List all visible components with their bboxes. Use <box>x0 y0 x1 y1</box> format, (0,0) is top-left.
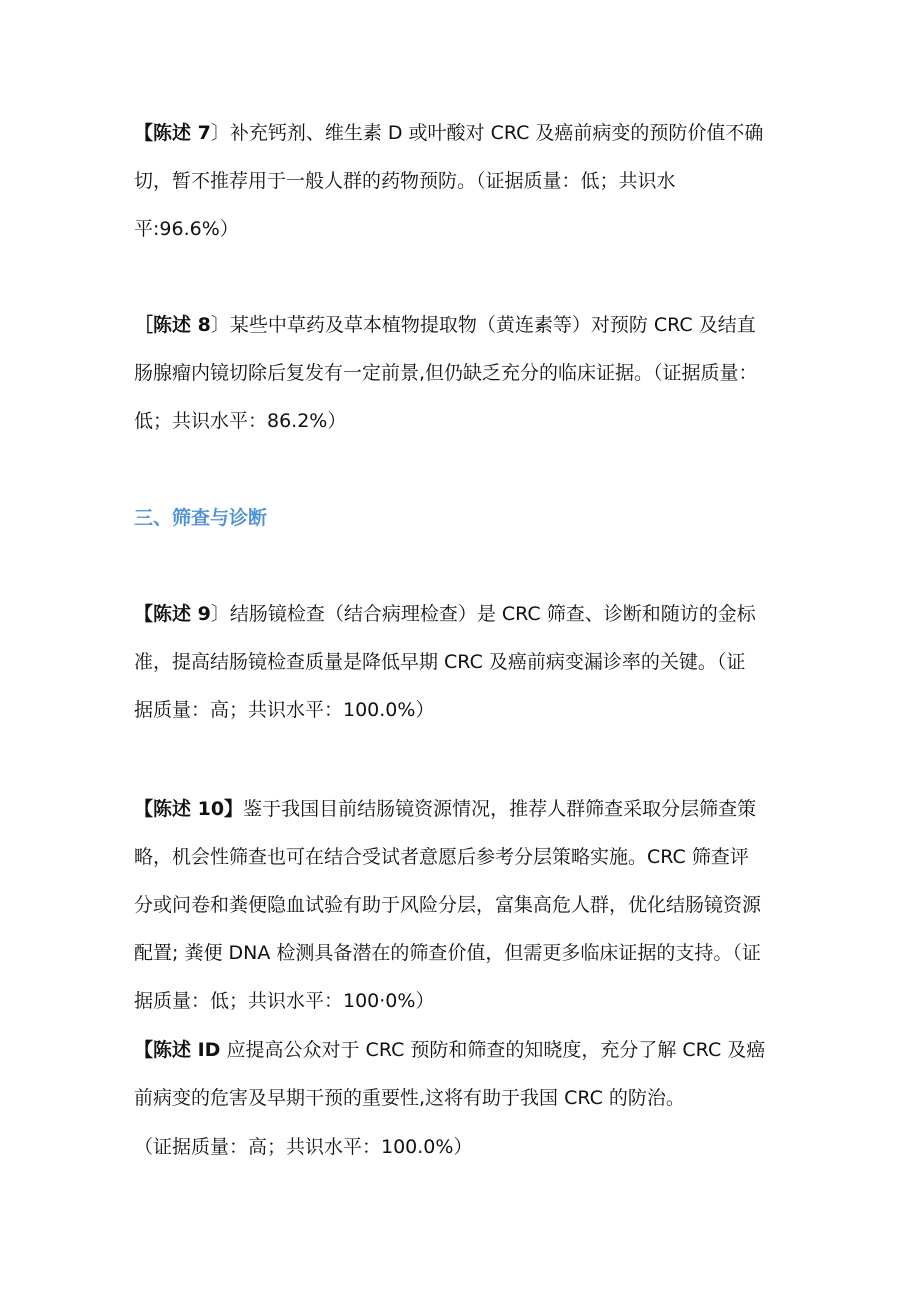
statement-11-text-1: 应提高公众对于 CRC 预防和筛查的知晓度，充分了解 CRC 及癌 <box>220 1039 766 1061</box>
statement-10-text-1: 鉴于我国目前结肠镜资源情况，推荐人群筛查采取分层筛查策 <box>243 798 757 820</box>
statement-11-line-2: 前病变的危害及早期干预的重要性,这将有助于我国 CRC 的防治。 <box>134 1087 685 1109</box>
statement-9-line-2: 准，提高结肠镜检查质量是降低早期 CRC 及癌前病变漏诊率的关键。（证 <box>134 651 746 673</box>
statement-7-text-1: 〕补充钙剂、维生素 D 或叶酸对 CRC 及癌前病变的预防价值不确 <box>210 122 764 144</box>
statement-8-text-1: 〕某些中草药及草本植物提取物（黄连素等）对预防 CRC 及结直 <box>210 314 756 336</box>
statement-9-line-1 <box>134 601 756 627</box>
statement-8-line-1 <box>134 312 756 338</box>
statement-7-label: 【陈述 7 <box>134 122 211 144</box>
statement-11-label: 【陈述 ID <box>134 1039 221 1061</box>
statement-7-line-3: 平:96.6%） <box>134 218 239 240</box>
statement-7-line-2: 切，暂不推荐用于一般人群的药物预防。（证据质量：低；共识水 <box>134 170 676 192</box>
statement-8-line-2: 肠腺瘤内镜切除后复发有一定前景,但仍缺乏充分的临床证据。（证据质量： <box>134 362 758 384</box>
statement-10-line-4: 配置; 粪便 DNA 检测具备潜在的筛查价值，但需更多临床证据的支持。（证 <box>134 942 761 964</box>
statement-10-line-1 <box>134 796 756 822</box>
statement-9-text-1: 〕结肠镜检查（结合病理检查）是 CRC 筛查、诊断和随访的金标 <box>210 603 756 625</box>
section-heading-screening: 三、筛查与诊断 <box>134 507 268 529</box>
statement-9-label: 【陈述 9 <box>134 603 211 625</box>
statement-10-line-5: 据质量：低；共识水平：100·0%） <box>134 990 435 1012</box>
statement-8-label: ［陈述 8 <box>134 314 211 336</box>
statement-9-line-3: 据质量：高；共识水平：100.0%） <box>134 699 435 721</box>
statement-10-line-2: 略，机会性筛查也可在结合受试者意愿后参考分层策略实施。CRC 筛查评 <box>134 846 749 868</box>
statement-8-line-3: 低；共识水平：86.2%） <box>134 410 347 432</box>
statement-10-label: 【陈述 10】 <box>134 798 244 820</box>
statement-7-line-1 <box>134 120 763 146</box>
statement-10-line-3: 分或问卷和粪便隐血试验有助于风险分层，富集高危人群，优化结肠镜资源 <box>134 894 762 916</box>
statement-11-line-3: （证据质量：高；共识水平：100.0%） <box>134 1136 473 1158</box>
statement-11-line-1 <box>134 1037 765 1063</box>
